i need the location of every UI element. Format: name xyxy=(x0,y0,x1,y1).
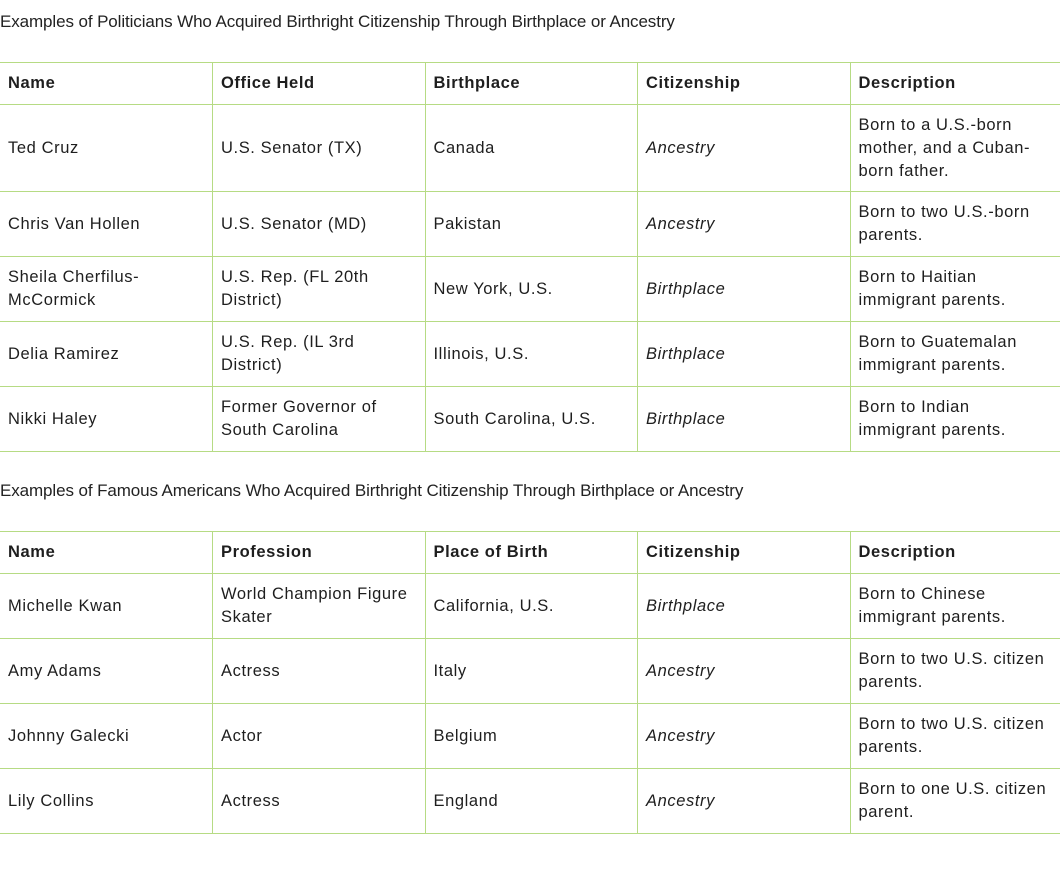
table-row xyxy=(0,704,1060,769)
name-cell: Ted Cruz xyxy=(0,105,213,192)
famous-americans-table xyxy=(0,531,1060,834)
politicians-table-caption: Examples of Politicians Who Acquired Birthright Citizenship Through Birthplace or Ancestry xyxy=(0,12,675,31)
column-header-office-held: Office Held xyxy=(213,63,426,105)
citizenship-cell: Birthplace xyxy=(638,322,851,387)
description-cell: Born to Haitian immigrant parents. xyxy=(850,257,1060,322)
table-row xyxy=(0,574,1060,639)
place-of-birth-cell: Belgium xyxy=(425,704,638,769)
name-cell: Johnny Galecki xyxy=(0,704,213,769)
description-cell: Born to one U.S. citizen parent. xyxy=(850,769,1060,834)
place-of-birth-cell: England xyxy=(425,769,638,834)
profession-cell: Actress xyxy=(213,769,426,834)
column-header-description: Description xyxy=(850,532,1060,574)
column-header-name: Name xyxy=(0,63,213,105)
name-cell: Lily Collins xyxy=(0,769,213,834)
office-cell: U.S. Senator (TX) xyxy=(213,105,426,192)
table-row xyxy=(0,192,1060,257)
table-header-row xyxy=(0,532,1060,574)
table-header-row xyxy=(0,63,1060,105)
citizenship-cell: Ancestry xyxy=(638,769,851,834)
citizenship-cell: Ancestry xyxy=(638,105,851,192)
birthplace-cell: New York, U.S. xyxy=(425,257,638,322)
column-header-citizenship: Citizenship xyxy=(638,532,851,574)
politicians-table xyxy=(0,62,1060,452)
name-cell: Michelle Kwan xyxy=(0,574,213,639)
column-header-profession: Profession xyxy=(213,532,426,574)
citizenship-cell: Ancestry xyxy=(638,192,851,257)
profession-cell: Actor xyxy=(213,704,426,769)
name-cell: Chris Van Hollen xyxy=(0,192,213,257)
birthplace-cell: Pakistan xyxy=(425,192,638,257)
column-header-description: Description xyxy=(850,63,1060,105)
profession-cell: Actress xyxy=(213,639,426,704)
birthplace-cell: Canada xyxy=(425,105,638,192)
table-row xyxy=(0,387,1060,452)
profession-cell: World Champion Figure Skater xyxy=(213,574,426,639)
table-row xyxy=(0,257,1060,322)
description-cell: Born to Guatemalan immigrant parents. xyxy=(850,322,1060,387)
office-cell: Former Governor of South Carolina xyxy=(213,387,426,452)
column-header-place-of-birth: Place of Birth xyxy=(425,532,638,574)
table-row xyxy=(0,105,1060,192)
office-cell: U.S. Rep. (IL 3rd District) xyxy=(213,322,426,387)
citizenship-cell: Ancestry xyxy=(638,639,851,704)
description-cell: Born to two U.S. citizen parents. xyxy=(850,704,1060,769)
description-cell: Born to Chinese immigrant parents. xyxy=(850,574,1060,639)
name-cell: Nikki Haley xyxy=(0,387,213,452)
office-cell: U.S. Rep. (FL 20th District) xyxy=(213,257,426,322)
column-header-name: Name xyxy=(0,532,213,574)
column-header-citizenship: Citizenship xyxy=(638,63,851,105)
famous-americans-table-caption: Examples of Famous Americans Who Acquired Birthright Citizenship Through Birthplace or Ancestry xyxy=(0,481,744,500)
name-cell: Delia Ramirez xyxy=(0,322,213,387)
column-header-birthplace: Birthplace xyxy=(425,63,638,105)
table-row xyxy=(0,639,1060,704)
description-cell: Born to two U.S.-born parents. xyxy=(850,192,1060,257)
citizenship-cell: Birthplace xyxy=(638,574,851,639)
birthplace-cell: Illinois, U.S. xyxy=(425,322,638,387)
name-cell: Amy Adams xyxy=(0,639,213,704)
table-row xyxy=(0,769,1060,834)
description-cell: Born to a U.S.-born mother, and a Cuban-born father. xyxy=(850,105,1060,192)
description-cell: Born to two U.S. citizen parents. xyxy=(850,639,1060,704)
birthplace-cell: South Carolina, U.S. xyxy=(425,387,638,452)
citizenship-cell: Ancestry xyxy=(638,704,851,769)
citizenship-cell: Birthplace xyxy=(638,387,851,452)
office-cell: U.S. Senator (MD) xyxy=(213,192,426,257)
place-of-birth-cell: California, U.S. xyxy=(425,574,638,639)
table-row xyxy=(0,322,1060,387)
place-of-birth-cell: Italy xyxy=(425,639,638,704)
citizenship-cell: Birthplace xyxy=(638,257,851,322)
name-cell: Sheila Cherfilus-McCormick xyxy=(0,257,213,322)
description-cell: Born to Indian immigrant parents. xyxy=(850,387,1060,452)
